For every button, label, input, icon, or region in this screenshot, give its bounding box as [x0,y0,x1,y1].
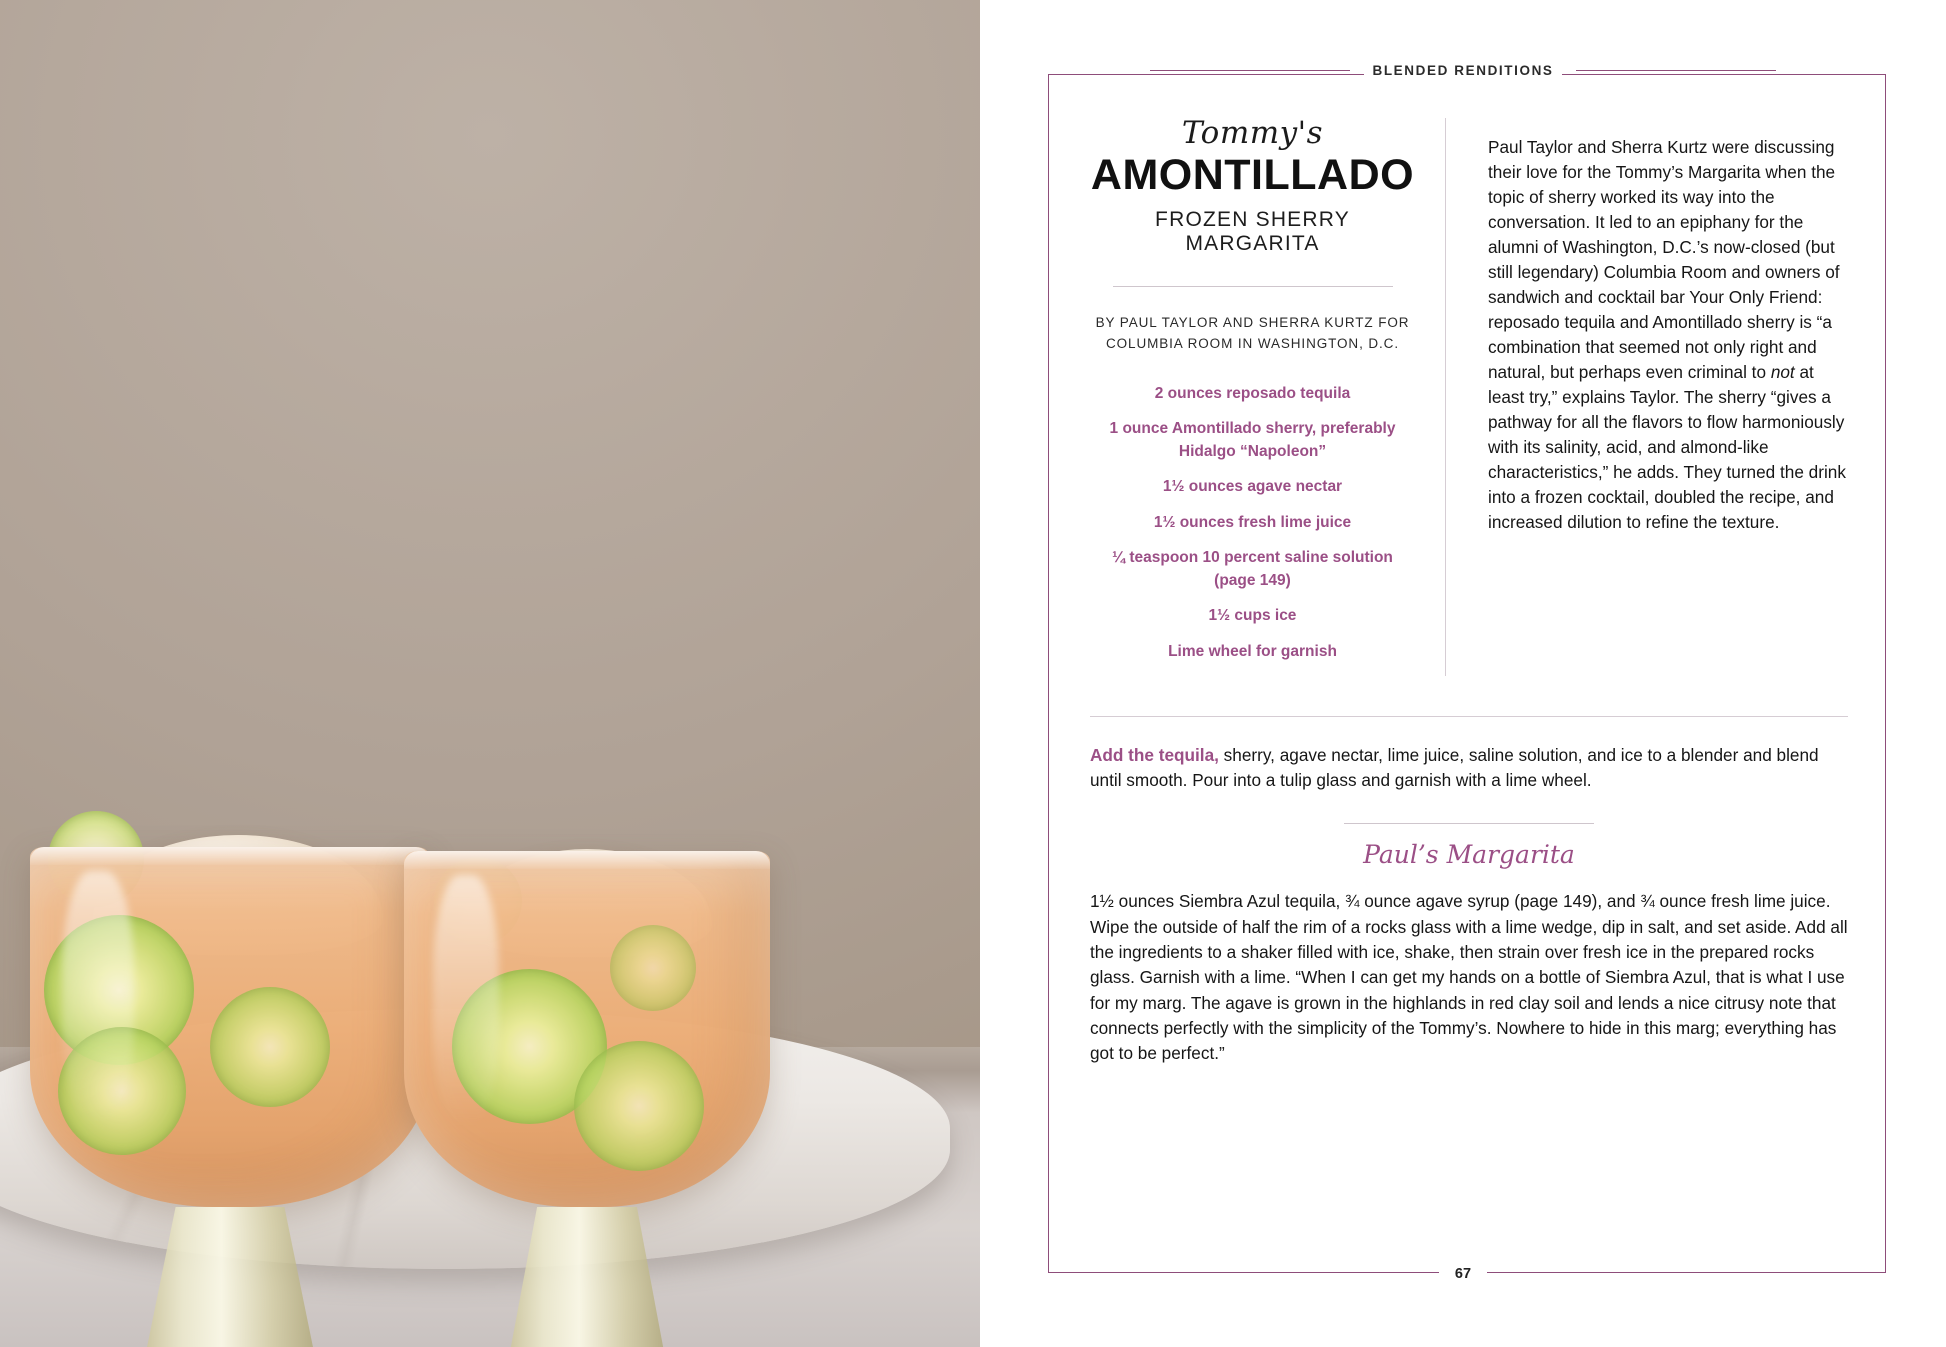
intro-paragraph [1488,135,1848,535]
intro-column [1446,118,1848,676]
divider-rule [1113,286,1393,287]
kicker-label: BLENDED RENDITIONS [1364,63,1561,78]
lime-slice [610,925,696,1011]
ingredients-list [1090,383,1415,663]
page-content [1090,115,1848,1251]
ingredient-item: 1½ ounces agave nectar [1162,478,1343,496]
glass-highlight-right [433,875,499,1124]
glass-bowl-right [404,851,770,1207]
recipe-top-columns [1090,115,1848,676]
page-number-value: 67 [1439,1266,1487,1282]
recipe-column [1090,115,1446,676]
intro-text-b: at least try,” explains Taylor. The sherry “gives a pathway for all the flavors to flow harmoniously with its salinity, acid, and almond-like characteristics,” he adds. They turned the drink into a frozen cocktail, doubled the recipe, and increased dilution to refine the texture. [1488,362,1846,533]
intro-text-a: Paul Taylor and Sherra Kurtz were discussing their love for the Tommy’s Margarita when the topic of sherry worked its way into the conversation. It led to an epiphany for the alumni of Washington, D.C.’s now-closed (but still legendary) Columbia Room and owners of sandwich and cocktail bar Your Only Friend: reposado tequila and Amontillado sherry is “a combination that seemed not only right and natural, but perhaps even criminal to [1488,137,1840,383]
cocktail-glass-left [30,847,430,1207]
lime-slice [574,1041,704,1171]
section-kicker [980,63,1946,78]
ingredient-item: 1 ounce Amontillado sherry, preferably Hidalgo “Napoleon” [1109,420,1396,460]
ingredient-item: 2 ounces reposado tequila [1154,384,1351,402]
kicker-rule-right [1576,70,1776,72]
kicker-rule-left [1150,70,1350,72]
method-paragraph [1090,743,1848,793]
cocktail-glass-right [404,851,770,1207]
glass-highlight-left [62,871,134,1123]
recipe-credit: BY PAUL TAYLOR AND SHERRA KURTZ FOR COLUMBIA ROOM IN WASHINGTON, D.C. [1095,315,1410,352]
glass-bowl-left [30,847,430,1207]
recipe-script-title: Tommy's [1181,115,1324,151]
ingredient-item: ¼ teaspoon 10 percent saline solution (page 149) [1112,549,1393,589]
variation-title: Paul’s Margarita [1363,840,1575,870]
method-lead-in: Add the tequila, [1090,745,1219,766]
variation-paragraph: 1½ ounces Siembra Azul tequila, ¾ ounce agave syrup (page 149), and ¾ ounce fresh lime juice. Wipe the outside of half the rim of a rocks glass with a lime wedge, dip in salt, and set aside. Add all the ingredients to a shaker filled with ice, shake, then strain over fresh ice in the prepared rocks glass. Garnish with a lime. “When I can get my hands on a bottle of Siembra Azul, that is what I use for my marg. The agave is grown in the highlands in red clay soil and lends a nice citrusy note that connects perfectly with the simplicity of the Tommy’s. Nowhere to hide in this marg; everything has got to be perfect.” [1090,891,1848,1064]
method-body: sherry, agave nectar, lime juice, saline solution, and ice to a blender and blend until smooth. Pour into a tulip glass and garnish with a lime wheel. [1090,745,1819,791]
ingredients-ul [1090,383,1415,663]
section-divider [1090,716,1848,717]
page-number [980,1265,1946,1283]
glass-rim-left [30,847,430,865]
ingredient-item: 1½ ounces fresh lime juice [1153,513,1352,531]
ingredient-item: Lime wheel for garnish [1168,642,1337,660]
recipe-page [980,0,1946,1347]
lime-slice [210,987,330,1107]
recipe-title: AMONTILLADO [1090,151,1415,199]
variation-divider [1344,823,1594,824]
intro-emphasis: not [1770,362,1795,383]
recipe-subtitle: FROZEN SHERRY MARGARITA [1155,208,1350,256]
glass-rim-right [404,851,770,869]
ingredient-item: 1½ cups ice [1208,607,1297,625]
